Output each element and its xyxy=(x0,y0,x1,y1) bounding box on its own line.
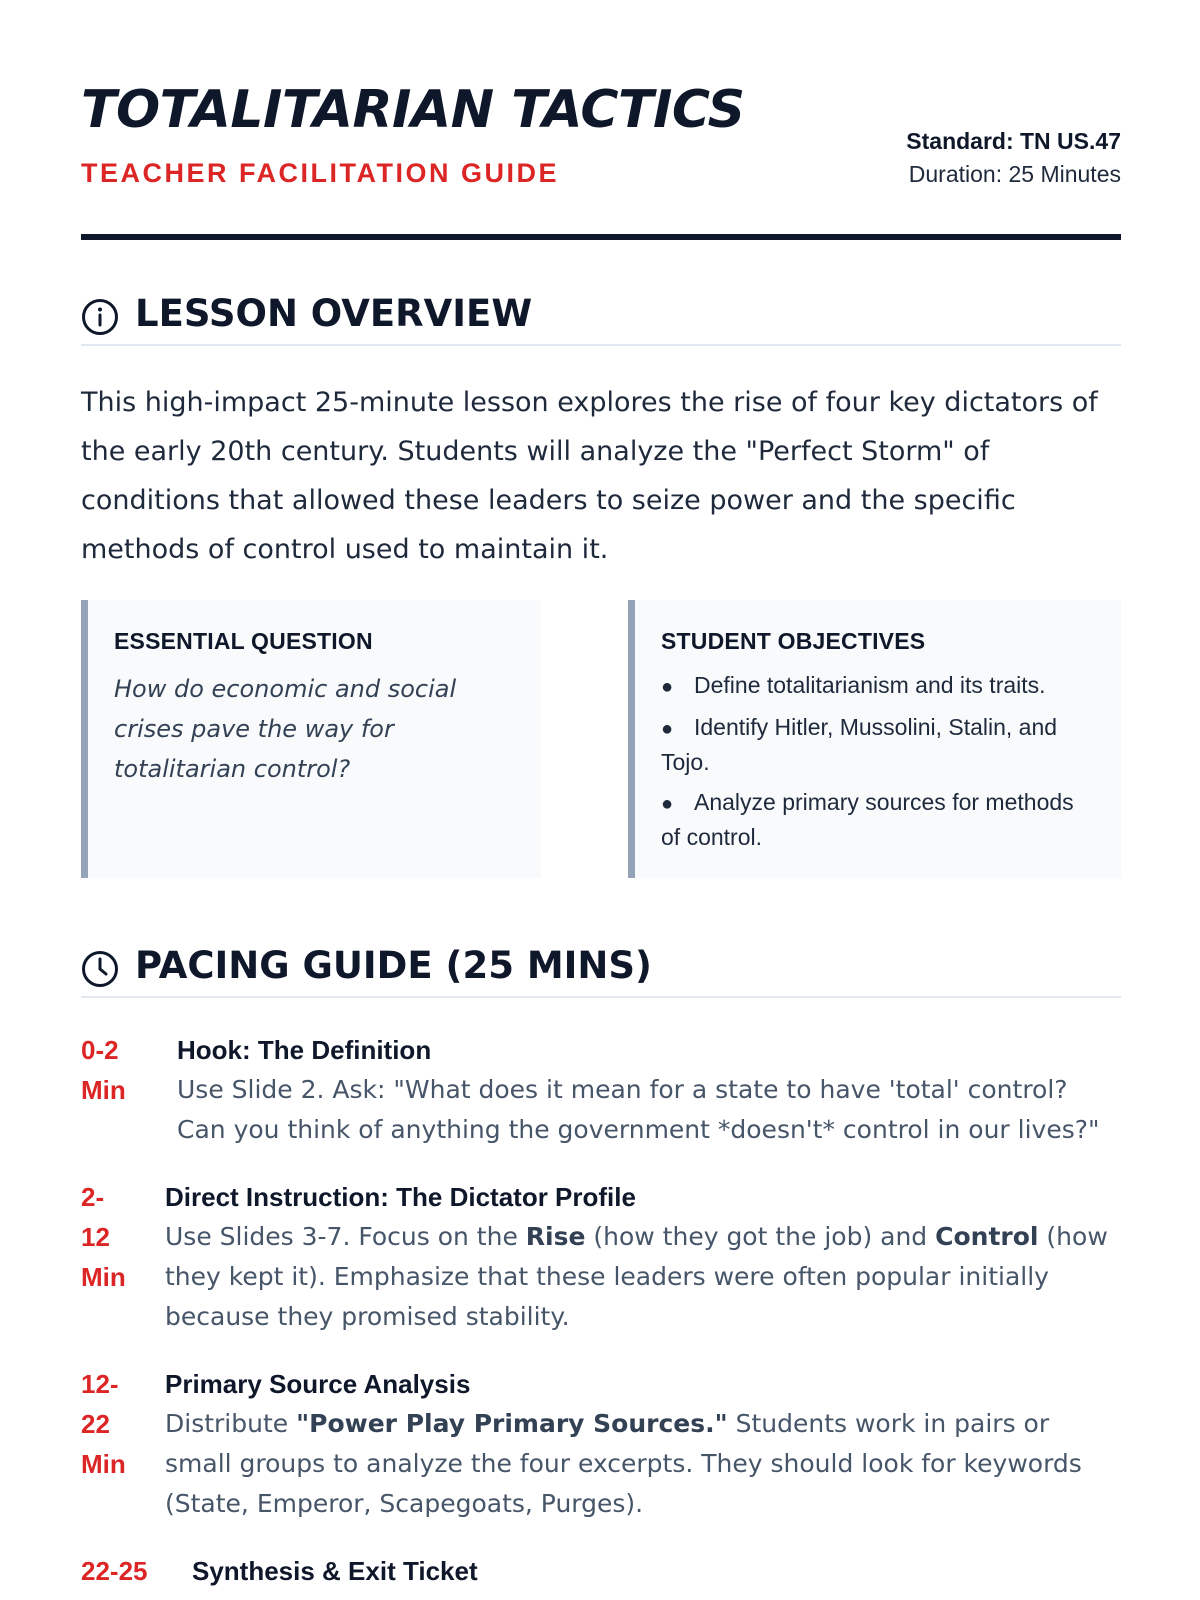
pacing-title: Direct Instruction: The Dictator Profile xyxy=(165,1182,636,1212)
header-divider xyxy=(81,234,1121,240)
pacing-time: 22-25 xyxy=(81,1556,148,1586)
student-objectives-label: STUDENT OBJECTIVES xyxy=(661,628,926,654)
essential-question-card xyxy=(81,600,541,878)
pacing-title: Synthesis & Exit Ticket xyxy=(192,1556,478,1586)
pacing-time: 0-2 Min xyxy=(81,1035,126,1105)
pacing-body xyxy=(165,1177,1121,1337)
standard-label: Standard: TN US.47 xyxy=(906,128,1121,154)
pacing-body xyxy=(165,1364,1121,1524)
pacing-heading xyxy=(81,944,1121,998)
overview-paragraph: This high-impact 25-minute lesson explores the rise of four key dictators of the early 20th century. Students will analyze the "Perfect Storm" of conditions that allowed these leaders to seize power and the specific methods of control used to maintain it. xyxy=(81,387,1098,565)
pacing-body xyxy=(177,1030,1121,1150)
info-icon xyxy=(81,298,119,336)
bullet-icon: ● xyxy=(661,676,674,698)
essential-question-text: How do economic and social crises pave the way for totalitarian control? xyxy=(114,675,457,783)
pacing-time: 2- 12 Min xyxy=(81,1182,126,1292)
page-subtitle: TEACHER FACILITATION GUIDE xyxy=(81,158,559,188)
page-header xyxy=(81,0,1121,240)
bullet-icon: ● xyxy=(661,718,674,740)
page-title: TOTALITARIAN TACTICS xyxy=(81,80,745,140)
list-item: ● Identify Hitler, Mussolini, Stalin, and Tojo. xyxy=(661,714,1058,775)
objectives-list xyxy=(661,669,1095,854)
essential-question-label: ESSENTIAL QUESTION xyxy=(114,628,373,654)
pacing-time: 12- 22 Min xyxy=(81,1369,126,1479)
overview-heading-text: LESSON OVERVIEW xyxy=(135,292,533,335)
lesson-meta xyxy=(906,128,1121,188)
pacing-heading-text: PACING GUIDE (25 MINS) xyxy=(135,944,652,987)
duration-label: Duration: 25 Minutes xyxy=(908,161,1121,187)
list-item: ● Define totalitarianism and its traits. xyxy=(661,669,1095,704)
pacing-title: Primary Source Analysis xyxy=(165,1369,471,1399)
bullet-icon: ● xyxy=(661,793,674,815)
clock-icon xyxy=(81,950,119,988)
list-item: ● Analyze primary sources for methods of control. xyxy=(661,789,1074,850)
overview-heading xyxy=(81,292,1121,346)
pacing-description: Distribute "Power Play Primary Sources." Students work in pairs or small groups to analyze the four excerpts. They should look for keywords (State, Emperor, Scapegoats, Purges). xyxy=(165,1409,1082,1518)
pacing-body xyxy=(192,1551,1121,1591)
pacing-description: Use Slide 2. Ask: "What does it mean for a state to have 'total' control? Can you think of anything the government *doesn't* control in our lives?" xyxy=(177,1075,1100,1144)
pacing-title: Hook: The Definition xyxy=(177,1035,432,1065)
facilitation-guide-page xyxy=(81,0,1121,1586)
pacing-description: Use Slides 3-7. Focus on the Rise (how they got the job) and Control (how they kept it). Emphasize that these leaders were often popular initially because they promised stability. xyxy=(165,1222,1108,1331)
student-objectives-card xyxy=(628,600,1121,878)
